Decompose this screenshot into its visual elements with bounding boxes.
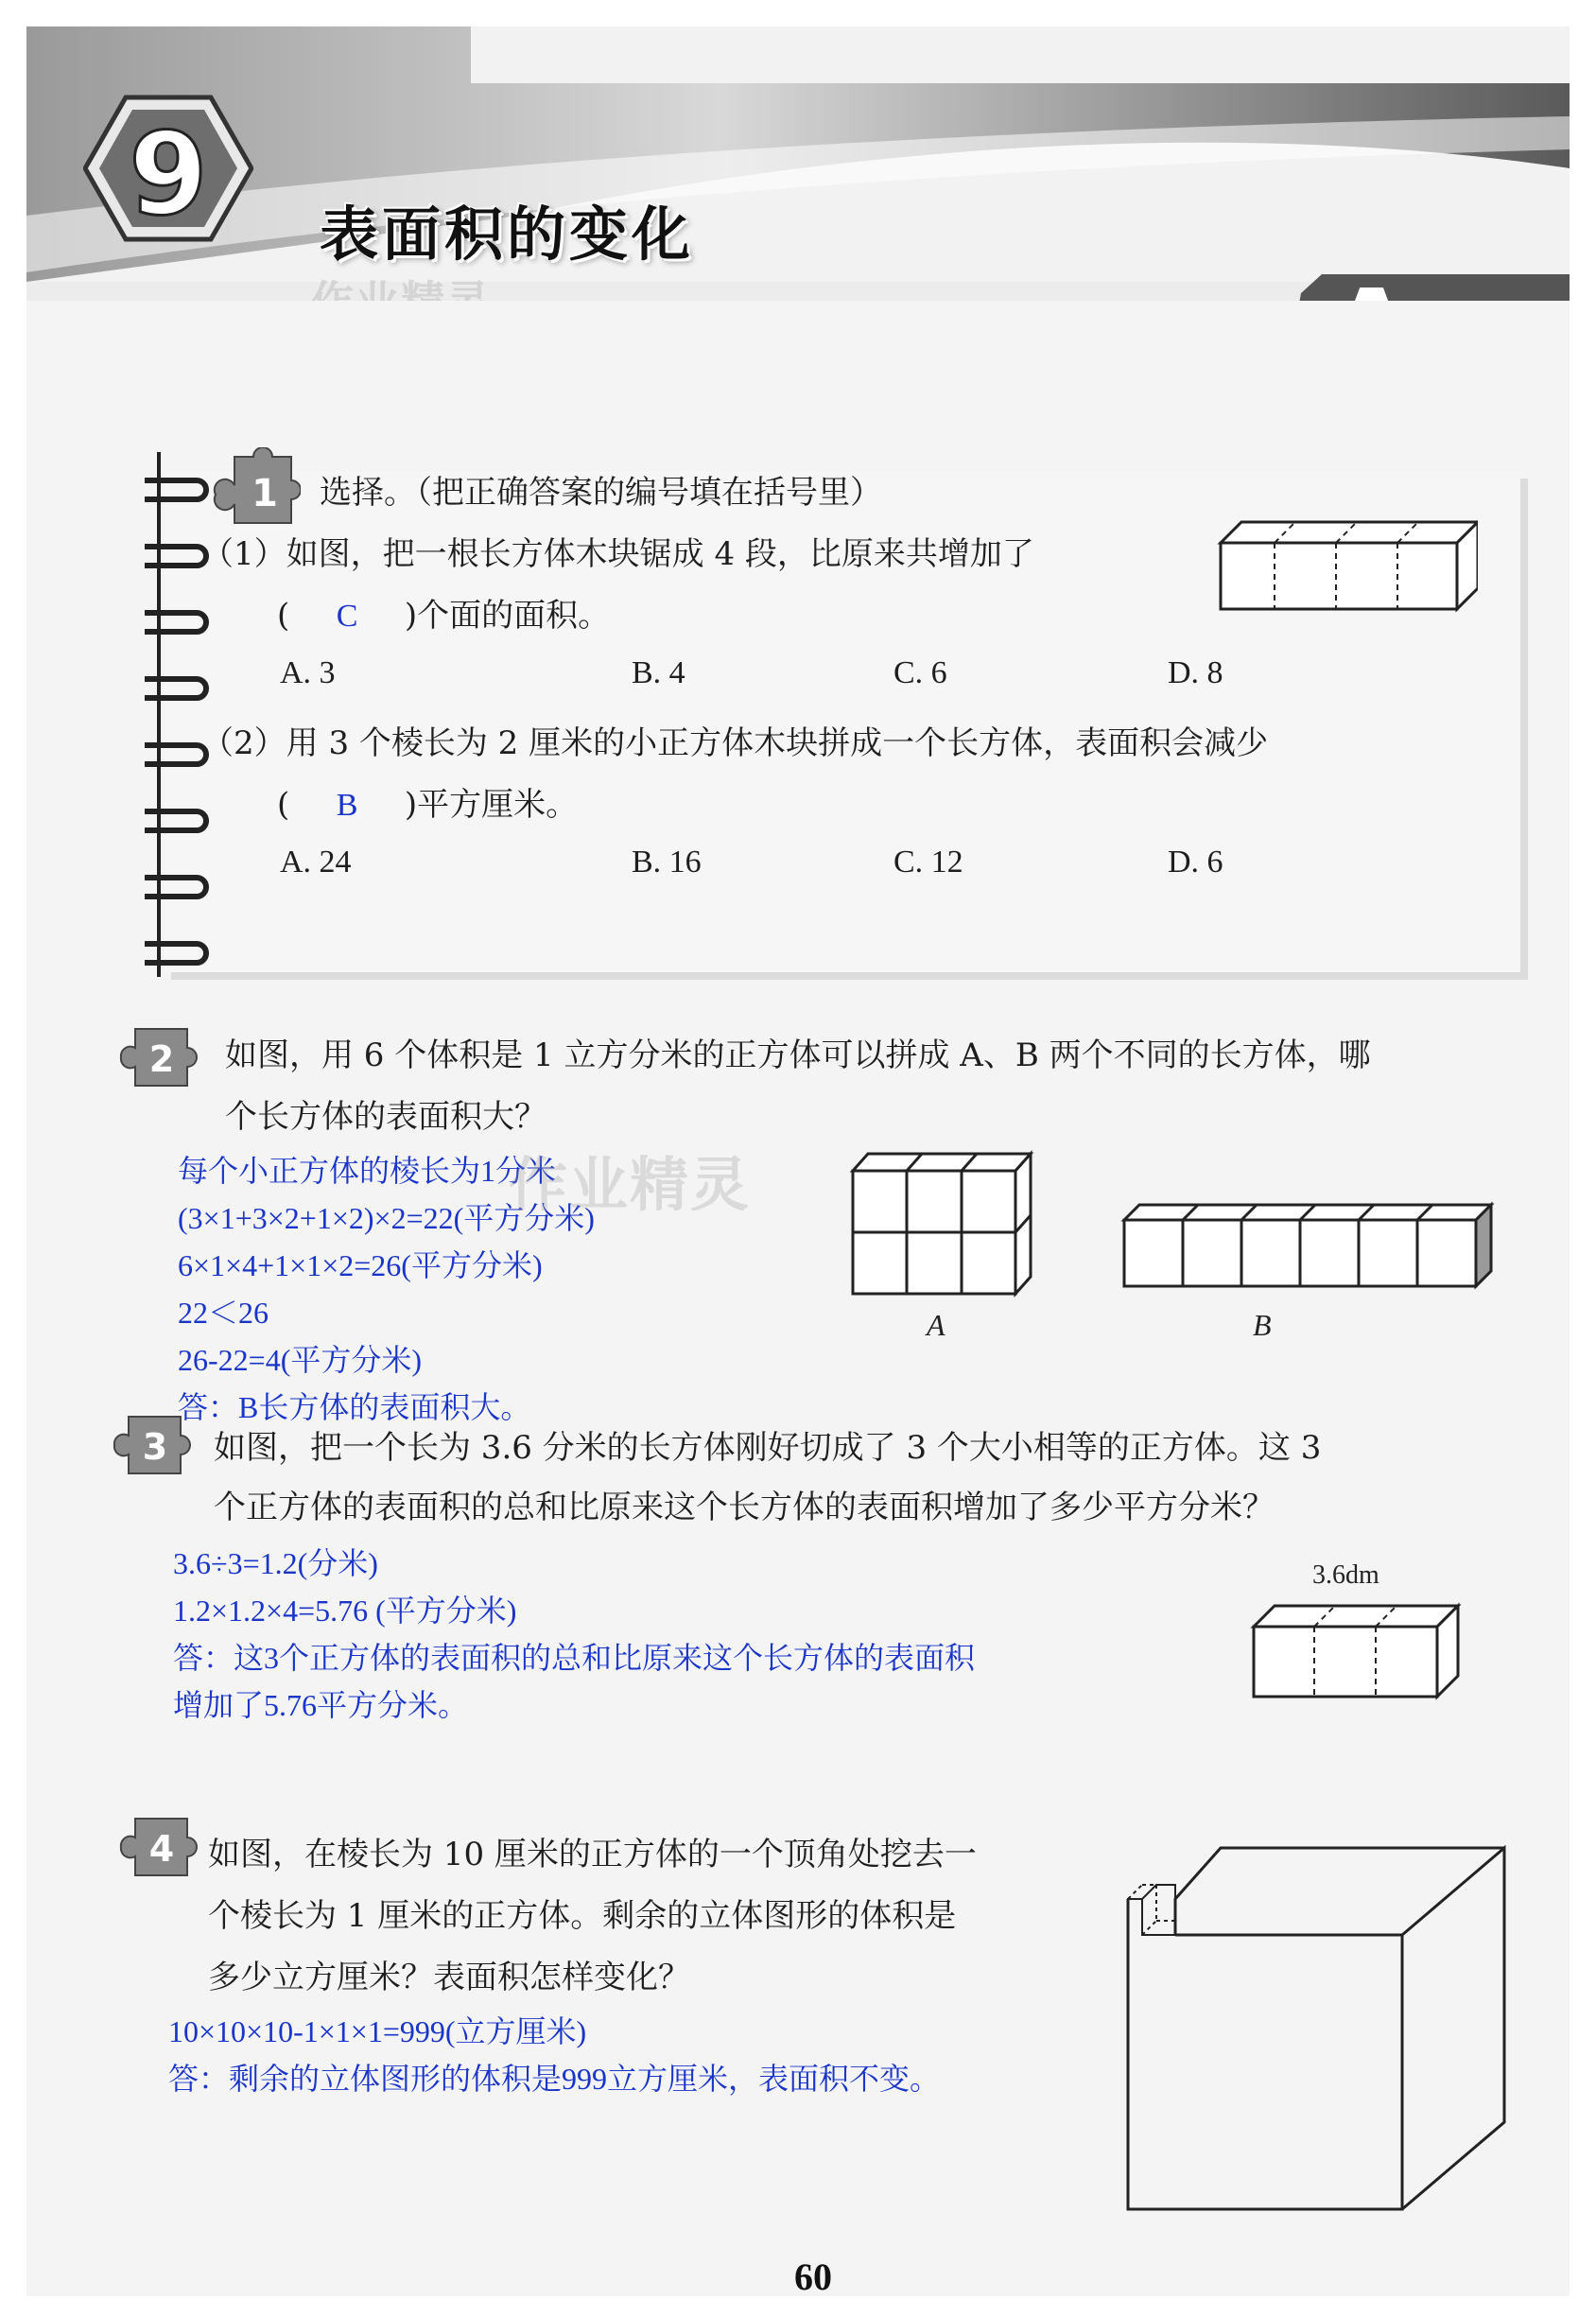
option-b: B. 16 [632, 845, 702, 880]
question-4-line-3: 多少立方厘米？表面积怎样变化？ [208, 1959, 690, 1996]
answer-line: 答：剩余的立体图形的体积是999立方厘米，表面积不变。 [168, 2062, 941, 2096]
answer-line: 答：B长方体的表面积大。 [178, 1390, 531, 1424]
blank-tail: )平方厘米。 [404, 786, 579, 824]
question-4-line-1: 如图，在棱长为 10 厘米的正方体的一个顶角处挖去一 [208, 1836, 977, 1873]
chapter-number: 9 [129, 110, 208, 241]
answer-line: 答：这3个正方体的表面积的总和比原来这个长方体的表面积 [173, 1641, 976, 1675]
question-4-puzzle-icon [116, 1804, 211, 1890]
answer-line: 1.2×1.2×4=5.76 (平方分米) [173, 1594, 517, 1628]
question-1-1-blank [277, 589, 610, 636]
option-b: B. 4 [632, 655, 685, 690]
question-1-1-stem: （1）如图，把一根长方体木块锯成 4 段，比原来共增加了 [201, 535, 1034, 573]
question-1-puzzle-icon [206, 447, 301, 532]
question-1-number: 1 [252, 472, 278, 515]
figure-b-label: B [1253, 1308, 1272, 1342]
blank-open: ( [277, 786, 290, 824]
option-a: A. 24 [280, 845, 352, 880]
answer-line: 10×10×10-1×1×1=999(立方厘米) [168, 2014, 587, 2048]
question-3-line-2: 个正方体的表面积的总和比原来这个长方体的表面积增加了多少平方分米？ [214, 1489, 1275, 1526]
question-1-1-answer: C [336, 599, 358, 634]
cuboid-b-figure [1119, 1199, 1497, 1294]
question-2-number: 2 [148, 1038, 175, 1080]
page-number: 60 [794, 2256, 832, 2296]
dimension-label: 3.6dm [1312, 1560, 1379, 1590]
option-d: D. 6 [1168, 845, 1223, 880]
option-d: D. 8 [1168, 655, 1223, 690]
blank-tail: )个面的面积。 [404, 597, 611, 635]
answer-line: 22＜26 [178, 1296, 269, 1330]
answer-line: 26-22=4(平方分米) [178, 1343, 423, 1377]
answer-line: 每个小正方体的棱长为1分米 [178, 1154, 557, 1188]
question-3-number: 3 [142, 1426, 168, 1468]
answer-line: (3×1+3×2+1×2)×2=22(平方分米) [178, 1201, 595, 1235]
chapter-number-hexagon [83, 93, 253, 244]
question-1-title: 选择。（把正确答案的编号填在括号里） [320, 474, 882, 512]
question-1-2-answer: B [336, 788, 358, 823]
blank-open: ( [277, 597, 290, 635]
cuboid-a-figure [847, 1142, 1036, 1298]
workbook-page [26, 26, 1570, 2296]
question-1-2-blank [277, 778, 578, 825]
answer-line: 3.6÷3=1.2(分米) [173, 1546, 378, 1580]
answer-line: 增加了5.76平方分米。 [173, 1688, 469, 1722]
question-4-line-2: 个棱长为 1 厘米的正方体。剩余的立体图形的体积是 [208, 1897, 957, 1935]
question-3-line-1: 如图，把一个长为 3.6 分米的长方体刚好切成了 3 个大小相等的正方体。这 3 [214, 1429, 1322, 1467]
cuboid-cut-figure [1248, 1598, 1466, 1702]
watermark: 作业精灵 [509, 1150, 752, 1219]
question-4-number: 4 [148, 1828, 175, 1870]
option-c: C. 6 [893, 655, 947, 690]
question-3-puzzle-icon [110, 1402, 204, 1488]
question-2-line-2: 个长方体的表面积大？ [225, 1098, 546, 1136]
option-c: C. 12 [893, 845, 963, 880]
question-2-line-1: 如图，用 6 个体积是 1 立方分米的正方体可以拼成 A、B 两个不同的长方体，哪 [225, 1037, 1371, 1074]
header-banner [26, 26, 1570, 282]
answer-line: 6×1×4+1×1×2=26(平方分米) [178, 1248, 543, 1282]
figure-a-label: A [927, 1308, 945, 1342]
cube-with-notch-figure [1119, 1842, 1516, 2221]
option-a: A. 3 [280, 655, 336, 690]
question-2-puzzle-icon [116, 1015, 211, 1100]
sawn-cuboid-figure [1213, 516, 1478, 616]
chapter-title: 表面积的变化 [320, 200, 695, 269]
question-1-2-stem: （2）用 3 个棱长为 2 厘米的小正方体木块拼成一个长方体，表面积会减少 [201, 724, 1269, 762]
